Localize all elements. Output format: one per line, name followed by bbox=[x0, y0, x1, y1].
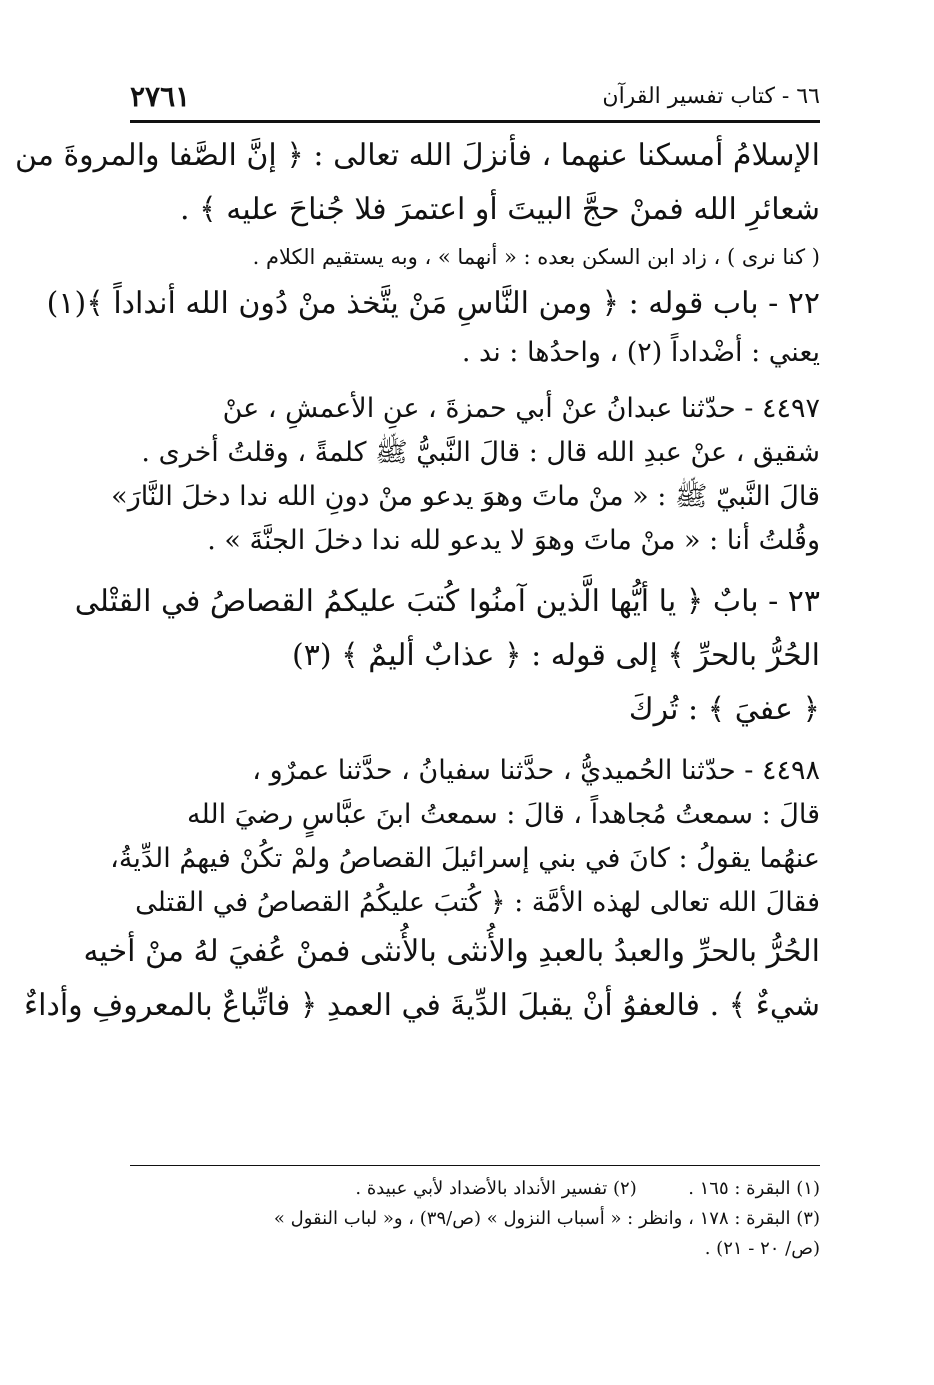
page-header bbox=[130, 80, 820, 123]
footnote-3: (٣) البقرة : ١٧٨ ، وانظر : « أسباب النزول » (ص/٣٩) ، و« لباب النقول » bbox=[273, 1208, 820, 1229]
hadith-heading-line: ٤٤٩٧ - حدّثنا عبدانُ عنْ أبي حمزةَ ، عنِ الأعمشِ ، عنْ bbox=[222, 393, 820, 424]
text-line: عنهُما يقولُ : كانَ في بني إسرائيلَ القصاصُ ولمْ تكُنْ فيهمُ الدِّيةُ، bbox=[110, 843, 820, 874]
footnotes bbox=[130, 1165, 820, 1264]
footnote-row bbox=[130, 1174, 820, 1204]
main-text bbox=[15, 129, 820, 1033]
page-number: ٢٧٦١ bbox=[130, 80, 191, 113]
text-line: فقالَ الله تعالى لهذه الأمَّة : ﴿ كُتبَ عليكُمُ القصاصُ في القتلى bbox=[135, 887, 820, 918]
footnote-3-continued: (ص/ ٢٠ - ٢١) . bbox=[704, 1238, 820, 1259]
footnote-1: (١) البقرة : ١٦٥ . bbox=[688, 1178, 820, 1199]
running-title: ٦٦ - كتاب تفسير القرآن bbox=[602, 84, 820, 109]
text-line: شعائرِ الله فمنْ حجَّ البيتَ أو اعتمرَ فلا جُناحَ عليه ﴾ . bbox=[180, 192, 820, 227]
text-line: الحُرُّ بالحرِّ والعبدُ بالعبدِ والأُنثى بالأُنثى فمنْ عُفيَ لهُ منْ أخيه bbox=[83, 934, 820, 969]
footnote-2: (٢) تفسير الأنداد بالأضداد لأبي عبيدة . bbox=[355, 1178, 637, 1199]
chapter-heading-continued: الحُرُّ بالحرِّ ﴾ إلى قوله : ﴿ عذابٌ أليمٌ ﴾ (٣) bbox=[292, 638, 820, 673]
hadith-heading-line: ٤٤٩٨ - حدّثنا الحُميديُّ ، حدَّثنا سفيانُ ، حدَّثنا عمرٌو ، bbox=[252, 755, 820, 786]
chapter-heading: ٢٢ - باب قوله : ﴿ ومن النَّاسِ مَنْ يتَّخذ منْ دُون الله أنداداً ﴾(١) bbox=[46, 286, 820, 321]
text-line: قالَ : سمعتُ مُجاهداً ، قالَ : سمعتُ ابنَ عبَّاسٍ رضيَ الله bbox=[186, 799, 820, 830]
chapter-heading: ٢٣ - بابٌ ﴿ يا أيُّها الَّذين آمنُوا كُتبَ عليكمُ القصاصُ في القتْلى bbox=[74, 584, 820, 619]
text-line: يعني : أضْداداً (٢) ، واحدُها : ند . bbox=[461, 337, 820, 368]
commentary-line: ( كنا نرى ) ، زاد ابن السكن بعده : « أنهما » ، وبه يستقيم الكلام . bbox=[252, 245, 820, 269]
text-line: ﴿ عفيَ ﴾ : تُركَ bbox=[628, 692, 820, 727]
text-line: الإسلامُ أمسكنا عنهما ، فأنزلَ الله تعالى : ﴿ إنَّ الصَّفا والمروةَ من bbox=[15, 138, 820, 173]
text-line: شقيق ، عنْ عبدِ الله قال : قالَ النَّبيُّ ﷺ كلمةً ، وقلتُ أخرى . bbox=[141, 437, 820, 468]
text-line: وقُلتُ أنا : « منْ ماتَ وهوَ لا يدعو لله ندا دخلَ الجنَّةَ » . bbox=[207, 525, 820, 556]
text-line: شيءٌ ﴾ . فالعفوُ أنْ يقبلَ الدِّيةَ في العمدِ ﴿ فاتِّباعٌ بالمعروفِ وأداءٌ bbox=[24, 988, 820, 1023]
page bbox=[15, 80, 820, 1033]
text-line: قالَ النَّبيّ ﷺ : « منْ ماتَ وهوَ يدعو منْ دونِ الله ندا دخلَ النَّارَ» bbox=[111, 481, 820, 512]
